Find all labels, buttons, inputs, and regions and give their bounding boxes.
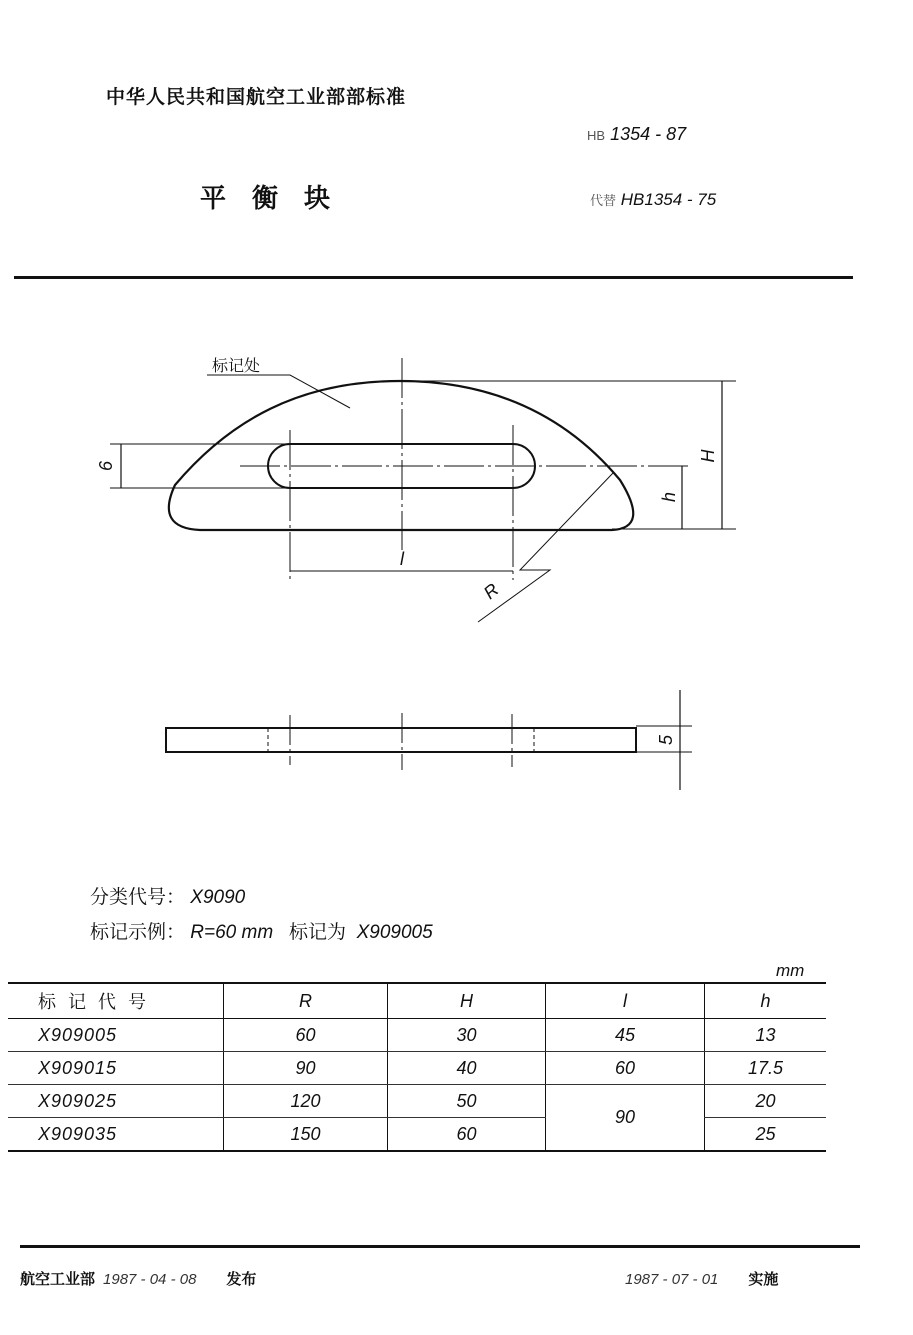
issuing-authority-title: 中华人民共和国航空工业部部标准 (106, 86, 407, 108)
effective-date: 1987 - 07 - 01 (625, 1271, 719, 1288)
thickness-dimension: 5 (656, 734, 676, 746)
header-l: l (546, 983, 705, 1019)
standard-prefix: HB (587, 128, 606, 143)
marked-as-value: X909005 (356, 922, 433, 943)
cell-R: 90 (224, 1052, 388, 1085)
cell-H: 30 (388, 1019, 546, 1052)
cell-code: X909025 (8, 1085, 224, 1118)
marked-as-label: 标记为 (289, 921, 347, 943)
issuer: 航空工业部 (20, 1270, 96, 1288)
footer-issue (20, 1268, 256, 1289)
cell-l-merged: 90 (546, 1085, 705, 1152)
header-H: H (388, 983, 546, 1019)
cell-H: 50 (388, 1085, 546, 1118)
header-h: h (705, 983, 827, 1019)
marking-example-value: R=60 mm (190, 922, 274, 943)
marking-example-label: 标记示例： (90, 921, 186, 943)
length-dimension: l (400, 549, 404, 569)
marking-example-line (90, 917, 433, 944)
header-R: R (224, 983, 388, 1019)
standard-number-value: 1354 - 87 (610, 124, 687, 144)
document-title: 平衡块 (200, 184, 357, 214)
table-row (8, 1052, 826, 1085)
replaces-prefix: 代替 (590, 193, 617, 208)
issue-label: 发布 (226, 1270, 257, 1288)
classification-label: 分类代号： (90, 886, 186, 908)
cell-H: 60 (388, 1118, 546, 1152)
cell-h: 17.5 (705, 1052, 827, 1085)
radius-dimension: R (479, 579, 503, 604)
table-header-row (8, 983, 826, 1019)
cell-h: 25 (705, 1118, 827, 1152)
balance-block-outline (169, 381, 633, 530)
height-dimension-h: h (659, 491, 679, 503)
cell-h: 13 (705, 1019, 827, 1052)
cell-H: 40 (388, 1052, 546, 1085)
header-marking-code: 标记代号 (8, 983, 224, 1019)
cell-R: 150 (224, 1118, 388, 1152)
footer-divider (20, 1245, 860, 1248)
cell-h: 20 (705, 1085, 827, 1118)
issue-date: 1987 - 04 - 08 (103, 1271, 197, 1288)
cell-R: 60 (224, 1019, 388, 1052)
cell-R: 120 (224, 1085, 388, 1118)
replaces-number: HB1354 - 75 (620, 190, 717, 209)
marking-location-label: 标记处 (212, 356, 261, 375)
dimension-table (8, 982, 826, 1152)
classification-code-line (90, 882, 245, 909)
cell-code: X909035 (8, 1118, 224, 1152)
classification-code: X9090 (190, 887, 246, 908)
effective-label: 实施 (748, 1270, 779, 1288)
cell-l: 45 (546, 1019, 705, 1052)
cell-code: X909005 (8, 1019, 224, 1052)
footer-effective (625, 1268, 778, 1289)
cell-code: X909015 (8, 1052, 224, 1085)
height-dimension-H: H (698, 449, 718, 463)
cell-l: 60 (546, 1052, 705, 1085)
slot-width-dimension: 6 (96, 460, 116, 472)
table-unit: mm (776, 961, 805, 980)
table-row (8, 1019, 826, 1052)
table-row (8, 1085, 826, 1118)
